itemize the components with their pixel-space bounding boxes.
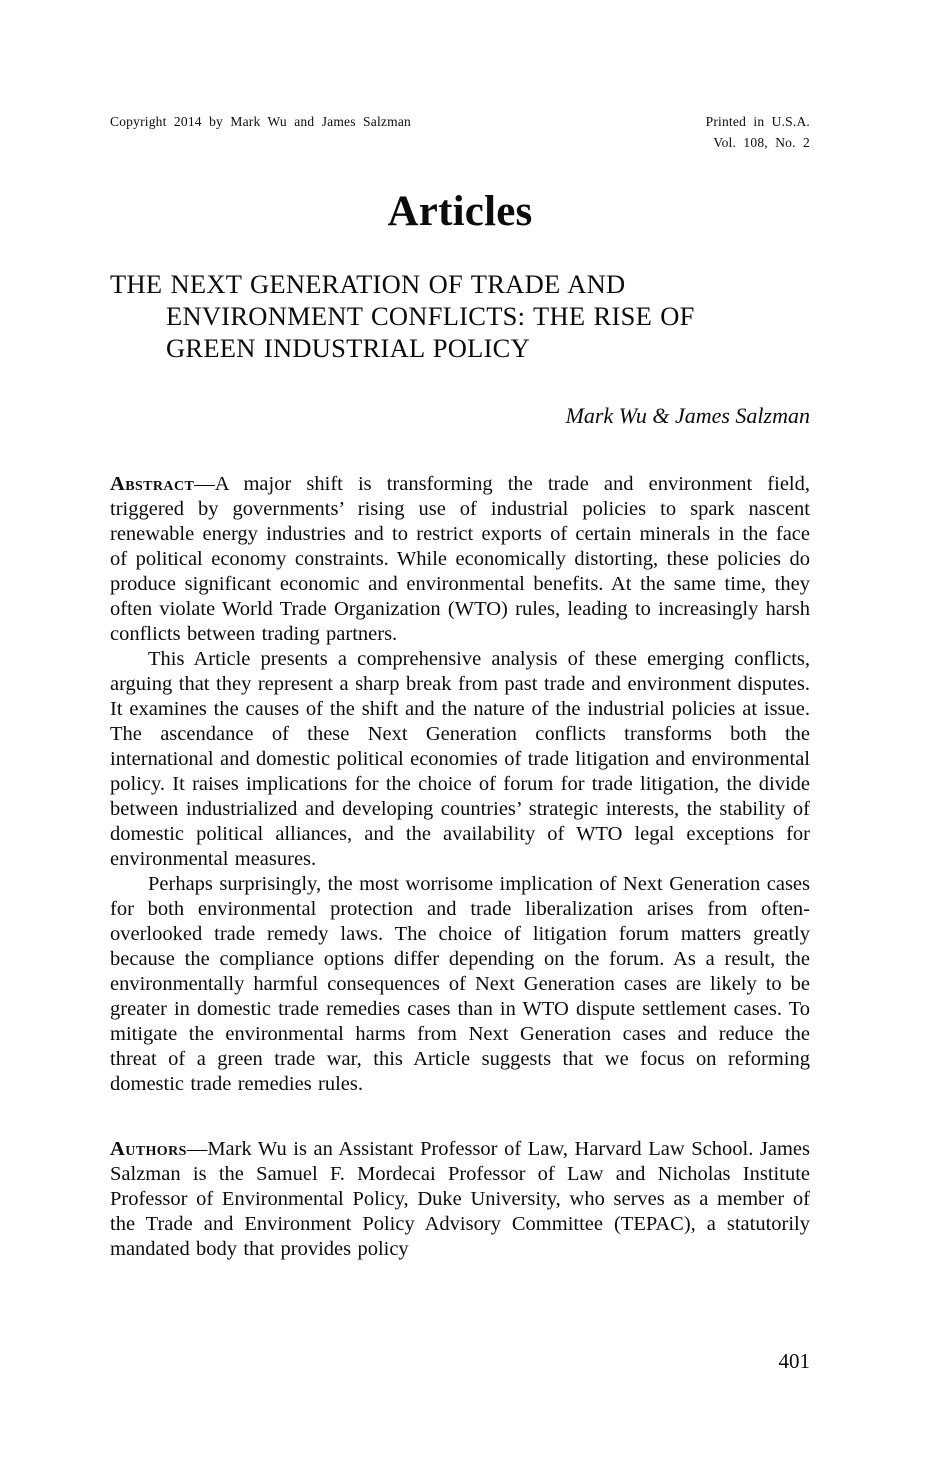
abstract-label: Abstract — [110, 472, 195, 495]
abstract-paragraph-1 — [110, 472, 810, 647]
authors-section — [110, 1137, 810, 1262]
page-number: 401 — [778, 1349, 810, 1373]
running-head — [110, 112, 810, 154]
section-heading: Articles — [387, 187, 533, 235]
abstract-paragraph-2: This Article presents a comprehensive analysis of these emerging conflicts, arguing that they represent a sharp break from past trade and environment disputes. It examines the causes of the shift and the nature of the industrial policies at issue. The ascendance of these Next Generation conflicts transforms both the international and domestic political economies of trade litigation and environmental policy. It raises implications for the choice of forum for trade litigation, the divide between industrialized and developing countries’ strategic interests, the stability of domestic political alliances, and the availability of WTO legal exceptions for environmental measures. — [110, 647, 810, 870]
authors-label: Authors — [110, 1137, 187, 1160]
volume-issue-line: Vol. 108, No. 2 — [713, 134, 810, 150]
article-title — [110, 268, 810, 364]
copyright-notice: Copyright 2014 by Mark Wu and James Salzman — [110, 114, 411, 129]
abstract-section — [110, 472, 810, 1097]
authors-paragraph-text: —Mark Wu is an Assistant Professor of Law, Harvard Law School. James Salzman is the Samuel F. Mordecai Professor of Law and Nicholas Institute Professor of Environmental Policy, Duke University, who serves as a member of the Trade and Environment Policy Advisory Committee (TEPAC), a statutorily mandated body that provides policy — [110, 1137, 810, 1260]
article-title-line-3: GREEN INDUSTRIAL POLICY — [166, 333, 531, 364]
article-title-line-1: THE NEXT GENERATION OF TRADE AND — [110, 269, 626, 300]
imprint-block — [706, 112, 810, 154]
abstract-paragraph-1-text: —A major shift is transforming the trade and environment field, triggered by governments’ rising use of industrial policies to spark nascent renewable energy industries and to restrict exports of certain minerals in the face of political economy constraints. While economically distorting, these policies do produce significant economic and environmental benefits. At the same time, they often violate World Trade Organization (WTO) rules, leading to increasingly harsh conflicts between trading partners. — [110, 472, 810, 645]
article-title-line-2: ENVIRONMENT CONFLICTS: THE RISE OF — [166, 301, 695, 332]
printed-in-line: Printed in U.S.A. — [705, 114, 810, 129]
abstract-paragraph-3: Perhaps surprisingly, the most worrisome implication of Next Generation cases for both environmental protection and trade liberalization arises from often-overlooked trade remedy laws. The choice of litigation forum matters greatly because the compliance options differ depending on the forum. As a result, the environmentally harmful consequences of Next Generation cases are likely to be greater in domestic trade remedies cases than in WTO dispute settlement cases. To mitigate the environmental harms from Next Generation cases and reduce the threat of a green trade war, this Article suggests that we focus on reforming domestic trade remedies rules. — [110, 872, 810, 1095]
byline: Mark Wu & James Salzman — [565, 403, 810, 429]
authors-paragraph — [110, 1137, 810, 1262]
